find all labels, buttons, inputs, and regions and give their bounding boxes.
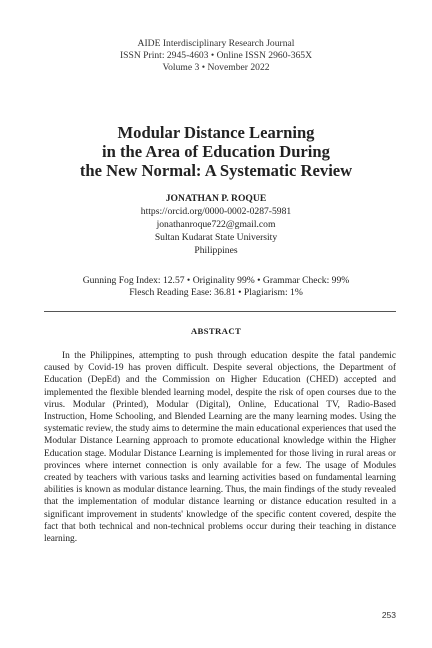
author-orcid: https://orcid.org/0000-0002-0287-5981 — [140, 206, 292, 217]
section-divider — [44, 311, 396, 312]
title-line-1: Modular Distance Learning — [117, 123, 315, 142]
metrics-line-2: Flesch Reading Ease: 36.81 • Plagiarism: 1% — [129, 287, 303, 298]
abstract-body: In the Philippines, attempting to push through education despite the fatal pandemic caused by Covid-19 has proven difficult. Despite several objections, the Department of Education (DepEd) and the Commission on Higher Education (CHED) accepted and implemented the flexible blended learning model, despite the risk of open courses due to the virus. Modular (Printed), Modular (Digital), Online, Educational TV, Radio-Based Instruction, Home Schooling, and Blended Learning are the many learning modes. Using the systematic review, the study aims to determine the main educational experiences that used the Modular Distance Learning approach to promote educational knowledge within the Higher Education stage. Modular Distance Learning is implemented for those living in rural areas or provinces where internet connection is only available for a few. The usage of Modules created by teachers with various tasks and learning activities based on fundamental learning abilities is known as modular distance learning. Thus, the main findings of the study revealed that the implementation of modular distance learning or distance education resulted in a significant improvement in students' knowledge of the specific content covered, despite the fact that both technical and non-technical problems occur during their teaching in distance learning. — [44, 351, 396, 545]
readability-metrics — [0, 275, 432, 299]
journal-name: AIDE Interdisciplinary Research Journal — [137, 38, 295, 49]
journal-header — [0, 38, 432, 74]
title-line-3: the New Normal: A Systematic Review — [79, 161, 353, 180]
author-email: jonathanroque722@gmail.com — [156, 219, 276, 230]
paper-title — [40, 123, 392, 180]
author-affiliation: Sultan Kudarat State University — [154, 232, 278, 243]
page-number: 253 — [381, 610, 396, 620]
author-block — [0, 192, 432, 257]
journal-issn: ISSN Print: 2945-4603 • Online ISSN 2960-365X — [119, 50, 313, 61]
journal-issue: Volume 3 • November 2022 — [162, 62, 270, 73]
metrics-line-1: Gunning Fog Index: 12.57 • Originality 99% • Grammar Check: 99% — [82, 275, 350, 286]
abstract-heading: ABSTRACT — [190, 326, 242, 336]
title-line-2: in the Area of Education During — [102, 142, 330, 161]
author-name: JONATHAN P. ROQUE — [165, 193, 267, 204]
author-country: Philippines — [194, 245, 238, 256]
